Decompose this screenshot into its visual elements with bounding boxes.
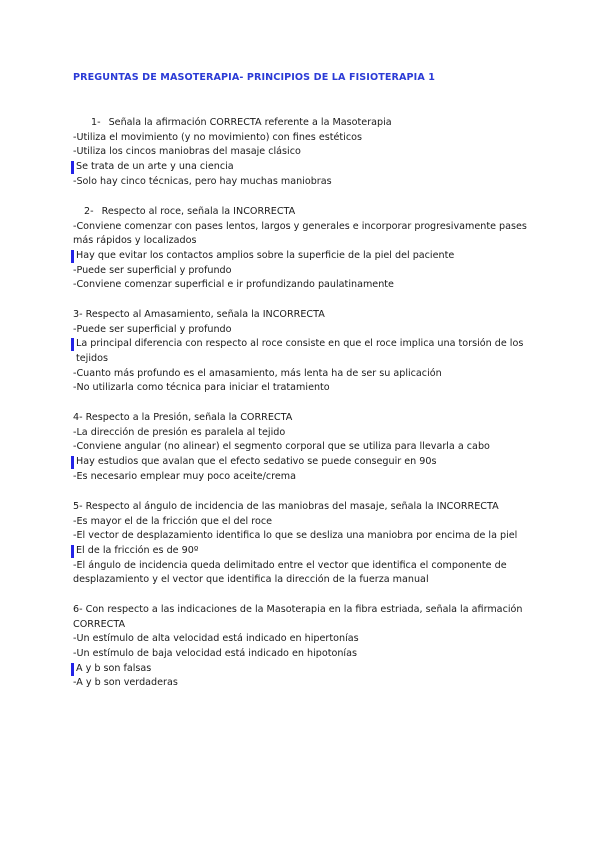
option-text: La principal diferencia con respecto al roce consiste en que el roce implica una torsión de los tejidos — [76, 338, 524, 365]
option-text: Hay que evitar los contactos amplios sobre la superficie de la piel del paciente — [76, 250, 455, 262]
question-text: Señala la afirmación CORRECTA referente a la Masoterapia — [108, 117, 392, 128]
answer-marker — [71, 545, 74, 558]
option: -Un estímulo de baja velocidad está indicado en hipotonías — [73, 648, 357, 660]
option: -Puede ser superficial y profundo — [73, 264, 232, 276]
option: -Utiliza los cincos maniobras del masaje clásico — [73, 146, 301, 158]
question-text: Respecto al roce, señala la INCORRECTA — [101, 206, 296, 217]
option-highlighted — [73, 544, 543, 559]
question-3 — [73, 308, 543, 396]
option: -Conviene comenzar con pases lentos, largos y generales e incorporar progresivamente pases más rápidos y localizados — [73, 220, 527, 247]
document-title: PREGUNTAS DE MASOTERAPIA- PRINCIPIOS DE LA FISIOTERAPIA 1 — [73, 72, 436, 83]
question-6-statement: 6- Con respecto a las indicaciones de la Masoterapia en la fibra estriada, señala la afirmación CORRECTA — [73, 604, 523, 630]
option: -Utiliza el movimiento (y no movimiento) con fines estéticos — [73, 131, 362, 143]
option: -Un estímulo de alta velocidad está indicado en hipertonías — [73, 633, 359, 645]
option: -El ángulo de incidencia queda delimitado entre el vector que identifica el componente de desplazamiento y el vector que identifica la dirección de la fuerza manual — [73, 559, 507, 586]
question-number: 2- — [84, 206, 94, 217]
answer-marker — [71, 338, 74, 351]
option: -Conviene angular (no alinear) el segmento corporal que se utiliza para llevarla a cabo — [73, 441, 490, 453]
option: -A y b son verdaderas — [73, 677, 178, 689]
option-text: Se trata de un arte y una ciencia — [76, 161, 234, 173]
option-highlighted — [73, 455, 543, 470]
option-highlighted — [73, 337, 543, 366]
option-text: Hay estudios que avalan que el efecto sedativo se puede conseguir en 90s — [76, 456, 437, 468]
question-2 — [73, 205, 543, 293]
option: -El vector de desplazamiento identifica lo que se desliza una maniobra por encima de la piel — [73, 530, 518, 542]
option: -Puede ser superficial y profundo — [73, 323, 232, 335]
option-highlighted — [73, 160, 543, 175]
question-1-statement — [73, 116, 543, 131]
answer-marker — [71, 250, 74, 263]
option: -Cuanto más profundo es el amasamiento, más lenta ha de ser su aplicación — [73, 367, 442, 379]
question-1 — [73, 116, 543, 189]
question-4-statement: 4- Respecto a la Presión, señala la CORRECTA — [73, 412, 293, 423]
option-text: El de la fricción es de 90º — [76, 545, 199, 557]
option: -Conviene comenzar superficial e ir profundizando paulatinamente — [73, 279, 394, 291]
option-highlighted — [73, 249, 543, 264]
answer-marker — [71, 663, 74, 676]
question-2-statement — [73, 205, 543, 220]
question-6 — [73, 603, 543, 691]
answer-marker — [71, 456, 74, 469]
answer-marker — [71, 161, 74, 174]
question-3-statement: 3- Respecto al Amasamiento, señala la INCORRECTA — [73, 309, 325, 320]
option: -No utilizarla como técnica para iniciar el tratamiento — [73, 382, 330, 394]
question-5-statement: 5- Respecto al ángulo de incidencia de las maniobras del masaje, señala la INCORRECTA — [73, 501, 499, 512]
question-5 — [73, 500, 543, 588]
option: -Es mayor el de la fricción que el del roce — [73, 515, 273, 527]
option: -Solo hay cinco técnicas, pero hay muchas maniobras — [73, 175, 332, 187]
question-number: 1- — [91, 117, 101, 128]
option-highlighted — [73, 662, 543, 677]
option-text: A y b son falsas — [76, 662, 152, 674]
option: -Es necesario emplear muy poco aceite/crema — [73, 470, 296, 482]
question-4 — [73, 411, 543, 484]
option: -La dirección de presión es paralela al tejido — [73, 426, 286, 438]
